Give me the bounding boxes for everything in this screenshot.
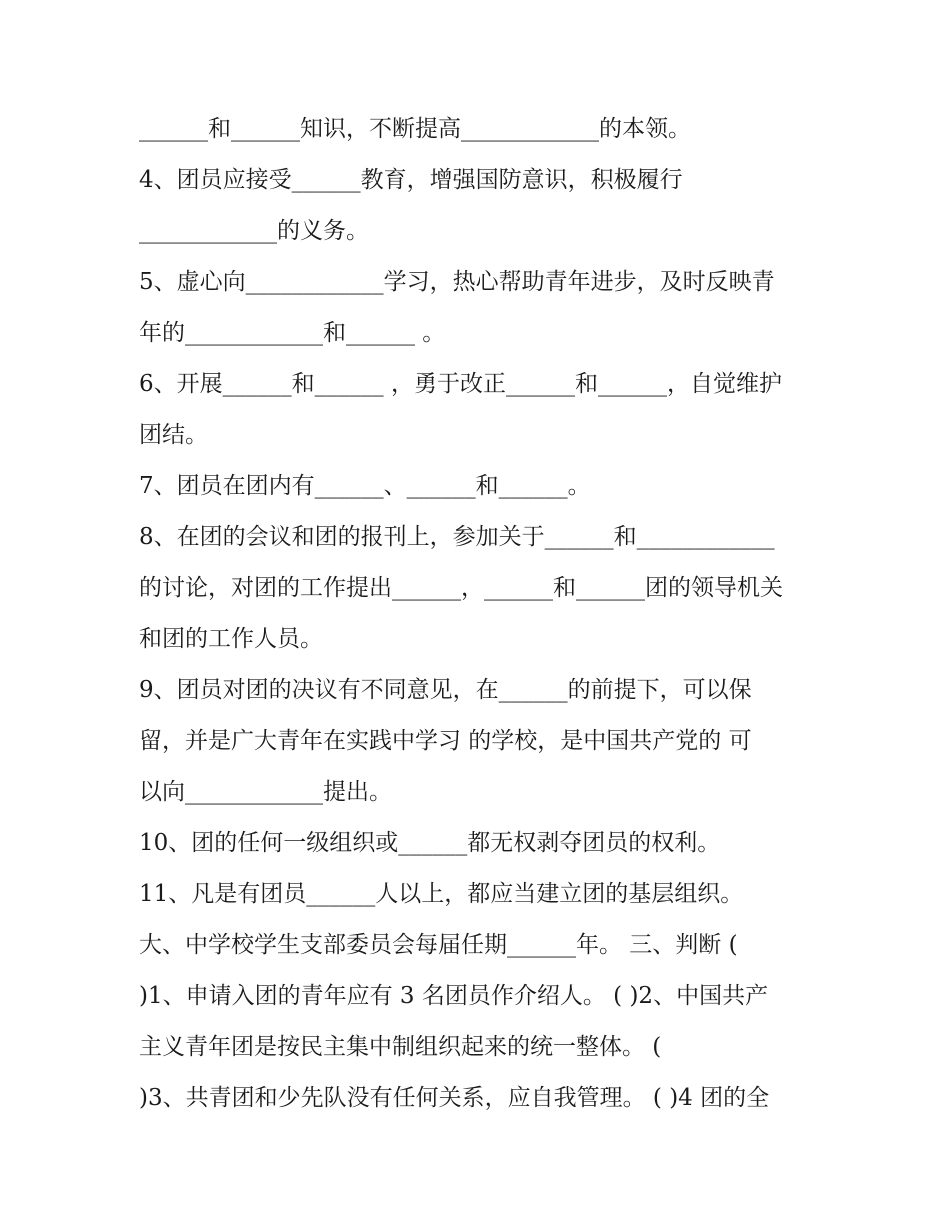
- text-line-13: 留，并是广大青年在实践中学习 的学校，是中国共产党的 可: [139, 728, 752, 754]
- text-line-4: 5、虚心向____________学习，热心帮助青年进步，及时反映青: [139, 269, 775, 295]
- text-line-6: 6、开展______和______ ，勇于改正______和______，自觉维护: [139, 371, 782, 397]
- text-line-5: 年的____________和______ 。: [139, 320, 446, 346]
- text-line-18: )1、申请入团的青年应有 3 名团员作介绍人。 ( )2、中国共产: [139, 983, 769, 1009]
- text-line-1: ______和______知识，不断提高____________的本领。: [139, 116, 691, 142]
- text-line-16: 11、凡是有团员______人以上，都应当建立团的基层组织。: [139, 881, 744, 907]
- text-line-2: 4、团员应接受______教育，增强国防意识，积极履行: [139, 167, 683, 193]
- text-line-15: 10、团的任何一级组织或______都无权剥夺团员的权利。: [139, 830, 721, 856]
- text-line-10: 的讨论，对团的工作提出______，______和______团的领导机关: [139, 575, 783, 601]
- text-line-11: 和团的工作人员。: [139, 626, 323, 652]
- text-line-9: 8、在团的会议和团的报刊上，参加关于______和____________: [139, 524, 775, 550]
- text-line-7: 团结。: [139, 422, 208, 448]
- text-line-8: 7、团员在团内有______、______和______。: [139, 473, 591, 499]
- text-line-14: 以向____________提出。: [139, 779, 392, 805]
- text-line-3: ____________的义务。: [139, 218, 369, 244]
- text-line-12: 9、团员对团的决议有不同意见，在______的前提下，可以保: [139, 677, 752, 703]
- text-line-19: 主义青年团是按民主集中制组织起来的统一整体。 (: [139, 1034, 662, 1060]
- text-line-20: )3、共青团和少先队没有任何关系，应自我管理。 ( )4 团的全: [139, 1085, 770, 1111]
- document-body: [139, 104, 819, 1124]
- text-line-17: 大、中学校学生支部委员会每届任期______年。 三、判断 (: [139, 932, 738, 958]
